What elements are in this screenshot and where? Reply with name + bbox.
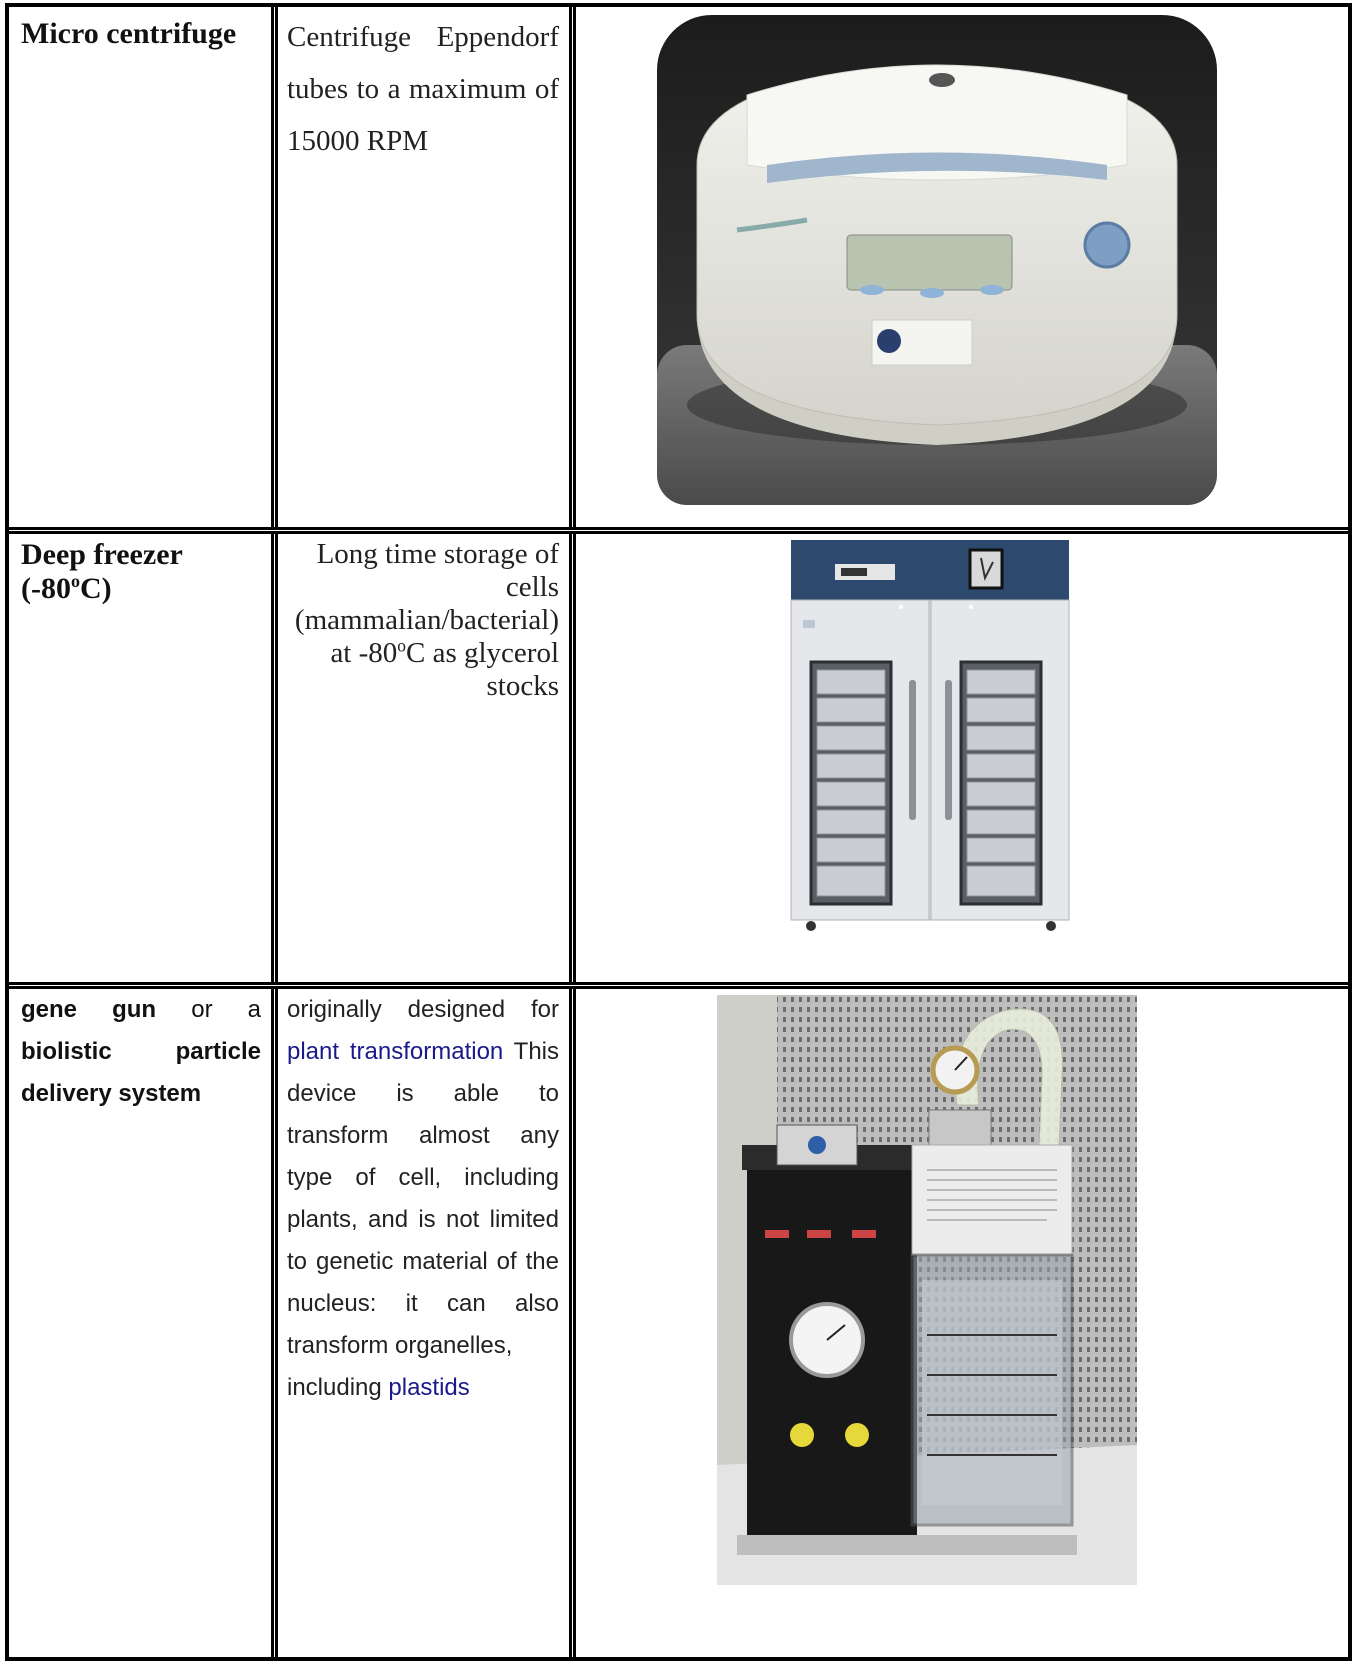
plastids-link[interactable]: plastids bbox=[388, 1374, 470, 1401]
row-divider bbox=[9, 982, 1348, 989]
description-text: including bbox=[287, 1374, 382, 1401]
plant-transformation-link[interactable]: plant transformation bbox=[287, 1038, 504, 1065]
description-text: C as glycerol bbox=[405, 637, 559, 669]
equipment-description bbox=[287, 989, 559, 1409]
equipment-table bbox=[5, 3, 1352, 1661]
description-line: cells bbox=[505, 571, 559, 603]
table-row bbox=[9, 7, 1348, 528]
equipment-name-cell bbox=[9, 534, 271, 983]
column-divider bbox=[271, 7, 278, 528]
deep-freezer-photo bbox=[785, 540, 1075, 935]
equipment-description-cell bbox=[279, 989, 569, 1657]
equipment-image-cell bbox=[577, 989, 1348, 1657]
equipment-name-cell bbox=[9, 7, 271, 528]
equipment-name-bold: gene gun bbox=[21, 996, 157, 1023]
micro-centrifuge-photo bbox=[657, 15, 1217, 515]
description-text: This device is able to transform almost any type of cell, including plants, and is not limited to genetic material of the nucleus: it can also transform organelles, bbox=[287, 1038, 559, 1359]
column-divider bbox=[569, 989, 576, 1657]
equipment-name bbox=[21, 989, 261, 1115]
row-divider bbox=[9, 527, 1348, 534]
table-row bbox=[9, 989, 1348, 1657]
equipment-image-cell bbox=[577, 534, 1348, 983]
description-text: originally designed for bbox=[287, 996, 559, 1023]
description-text: at -80 bbox=[330, 637, 398, 669]
table-row bbox=[9, 534, 1348, 983]
gene-gun-photo bbox=[717, 995, 1137, 1585]
equipment-name-text: or a bbox=[191, 996, 262, 1023]
description-line: Long time storage of bbox=[316, 538, 559, 570]
equipment-description-cell bbox=[279, 7, 569, 528]
column-divider bbox=[569, 534, 576, 983]
equipment-description: Centrifuge Eppendorf tubes to a maximum of 15000 RPM bbox=[287, 21, 559, 157]
description-line: stocks bbox=[486, 670, 559, 702]
equipment-name bbox=[21, 538, 261, 606]
equipment-name-cell bbox=[9, 989, 271, 1657]
equipment-name-bold: biolistic particle delivery system bbox=[21, 1038, 261, 1107]
column-divider bbox=[271, 989, 278, 1657]
superscript: o bbox=[397, 635, 406, 656]
column-divider bbox=[271, 534, 278, 983]
equipment-name-text-end: C) bbox=[79, 572, 112, 605]
description-line bbox=[287, 637, 559, 670]
column-divider bbox=[569, 7, 576, 528]
superscript: o bbox=[70, 571, 80, 591]
equipment-image-cell bbox=[577, 7, 1348, 528]
equipment-name-text: Deep freezer (-80 bbox=[21, 538, 183, 605]
equipment-name: Micro centrifuge bbox=[21, 17, 237, 50]
equipment-description bbox=[287, 538, 559, 703]
equipment-description-cell bbox=[279, 534, 569, 983]
description-line: (mammalian/bacterial) bbox=[294, 604, 559, 636]
